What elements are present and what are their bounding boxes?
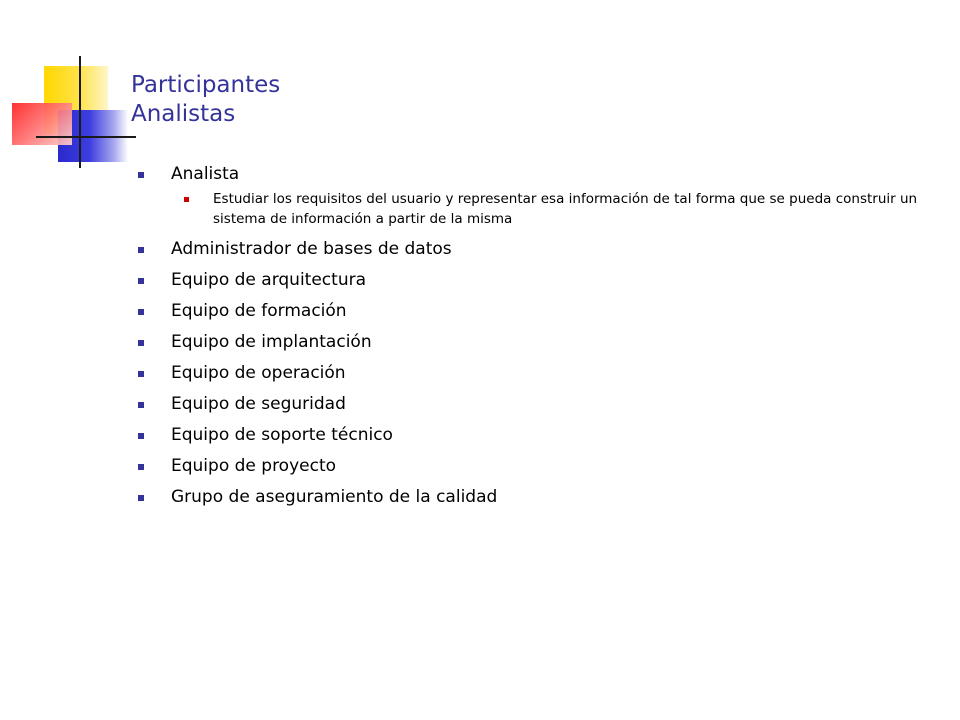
list-item-label: Administrador de bases de datos [171, 239, 452, 259]
title-line-2: Analistas [131, 101, 236, 127]
bullet-list [136, 163, 926, 517]
list-item [136, 269, 926, 291]
list-item [136, 238, 926, 260]
list-item-label: Equipo de arquitectura [171, 270, 366, 290]
list-item-label: Analista [171, 164, 240, 184]
list-item-label: Equipo de implantación [171, 332, 372, 352]
list-item-label: Equipo de operación [171, 363, 346, 383]
title-line-1: Participantes [131, 72, 281, 98]
square-bullet-icon [138, 340, 144, 346]
list-item [136, 393, 926, 415]
square-bullet-icon [138, 464, 144, 470]
list-item [136, 486, 926, 508]
square-bullet-icon [184, 197, 189, 202]
square-bullet-icon [138, 371, 144, 377]
list-item [136, 362, 926, 384]
list-item [136, 424, 926, 446]
list-item [136, 455, 926, 477]
square-bullet-icon [138, 247, 144, 253]
list-item-label: Equipo de proyecto [171, 456, 337, 476]
list-item [136, 300, 926, 322]
sub-list-item-label: Estudiar los requisitos del usuario y representar esa información de tal forma que se pueda construir un sistema de información a partir de la misma [213, 191, 918, 227]
horizontal-line [36, 136, 136, 138]
square-bullet-icon [138, 278, 144, 284]
square-bullet-icon [138, 495, 144, 501]
red-square [12, 103, 72, 145]
sub-list-item [171, 189, 926, 229]
list-item-label: Equipo de soporte técnico [171, 425, 393, 445]
list-item-label: Grupo de aseguramiento de la calidad [171, 487, 498, 507]
square-bullet-icon [138, 402, 144, 408]
sub-bullet-list [171, 189, 926, 229]
square-bullet-icon [138, 172, 144, 178]
list-item-label: Equipo de formación [171, 301, 347, 321]
slide-title [131, 71, 280, 129]
corner-decoration [0, 0, 140, 175]
list-item-label: Equipo de seguridad [171, 394, 346, 414]
list-item [136, 163, 926, 229]
vertical-line [79, 56, 81, 168]
list-item [136, 331, 926, 353]
square-bullet-icon [138, 433, 144, 439]
square-bullet-icon [138, 309, 144, 315]
